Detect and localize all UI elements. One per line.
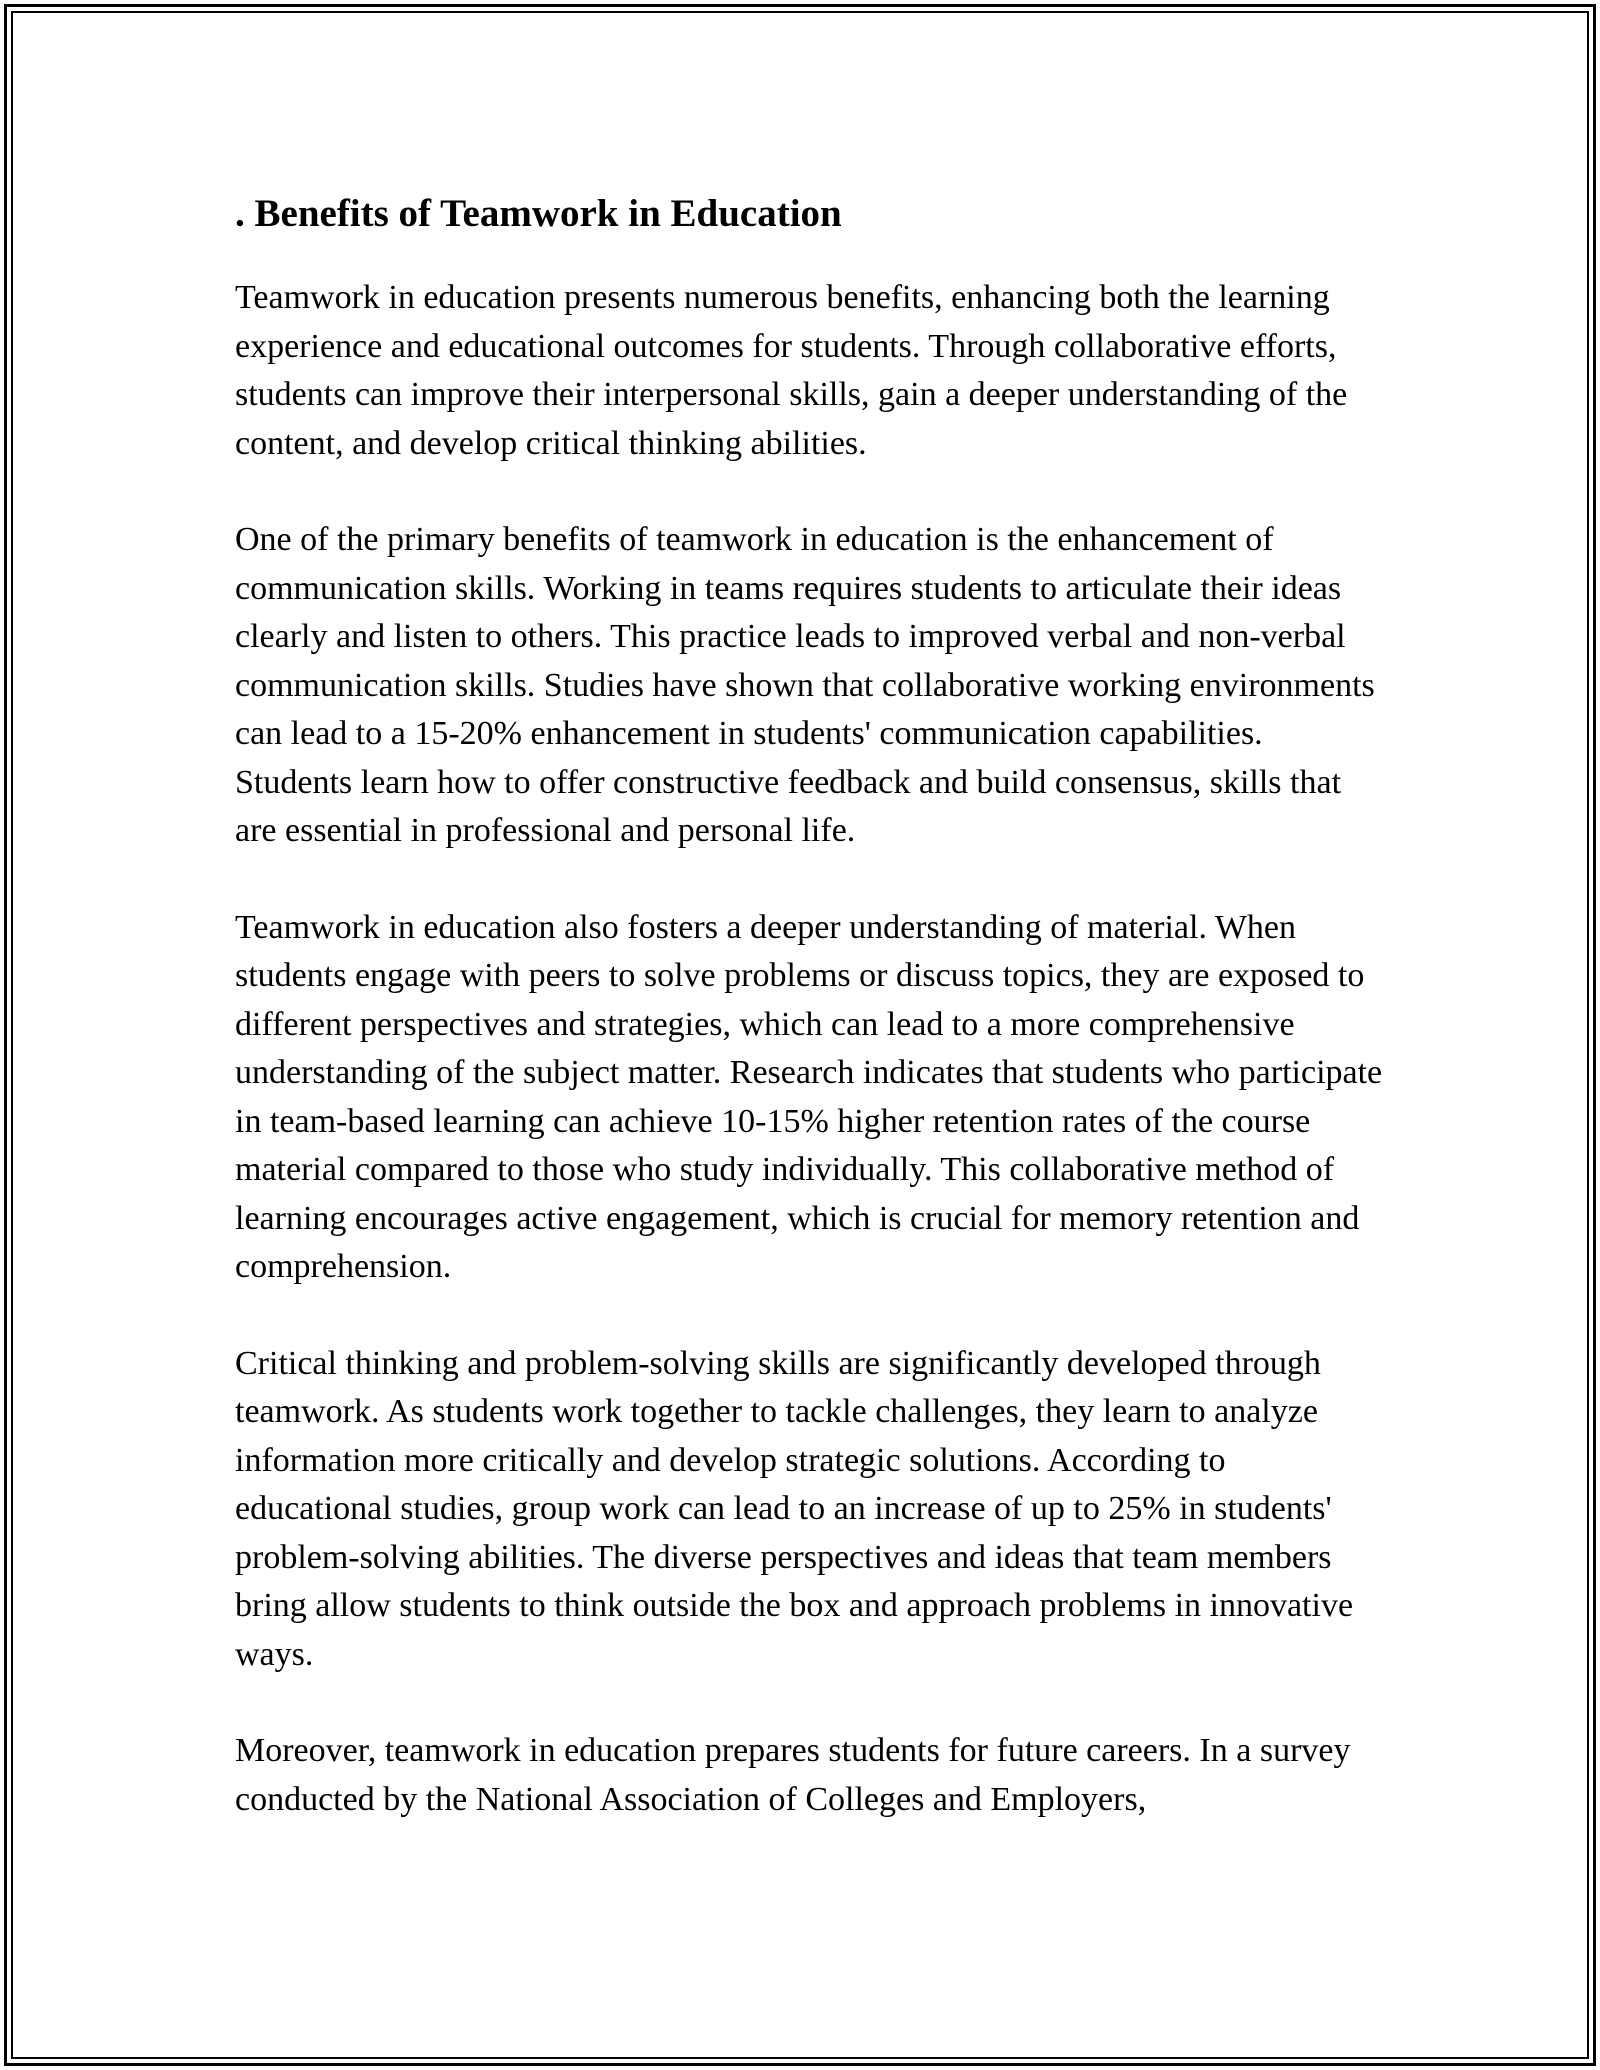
paragraph-communication: One of the primary benefits of teamwork in education is the enhancement of communication skills. Working in teams requires students to articulate their ideas clearly and listen to others. This practice leads to improved verbal and non-verbal communication skills. Studies have shown that collaborative working environments can lead to a 15-20% enhancement in students' communication capabilities. Students learn how to offer constructive feedback and build consensus, skills that are essential in professional and personal life. <box>235 521 1375 849</box>
paragraph-careers: Moreover, teamwork in education prepares students for future careers. In a survey conducted by the National Association of Colleges and Employers, <box>235 1732 1351 1818</box>
paragraph-critical-thinking: Critical thinking and problem-solving skills are significantly developed through teamwork. As students work together to tackle challenges, they learn to analyze information more critically and develop strategic solutions. According to educational studies, group work can lead to an increase of up to 25% in students' problem-solving abilities. The diverse perspectives and ideas that team members bring allow students to think outside the box and approach problems in innovative ways. <box>235 1344 1354 1673</box>
document-body <box>235 188 1385 1824</box>
paragraph-understanding: Teamwork in education also fosters a deeper understanding of material. When students engage with peers to solve problems or discuss topics, they are exposed to different perspectives and strategies, which can lead to a more comprehensive understanding of the subject matter. Research indicates that students who participate in team-based learning can achieve 10-15% higher retention rates of the course material compared to those who study individually. This collaborative method of learning encourages active engagement, which is crucial for memory retention and comprehension. <box>235 908 1383 1285</box>
paragraph-intro: Teamwork in education presents numerous benefits, enhancing both the learning experience and educational outcomes for students. Through collaborative efforts, students can improve their interpersonal skills, gain a deeper understanding of the content, and develop critical thinking abilities. <box>235 279 1348 462</box>
section-heading: . Benefits of Teamwork in Education <box>235 192 842 235</box>
